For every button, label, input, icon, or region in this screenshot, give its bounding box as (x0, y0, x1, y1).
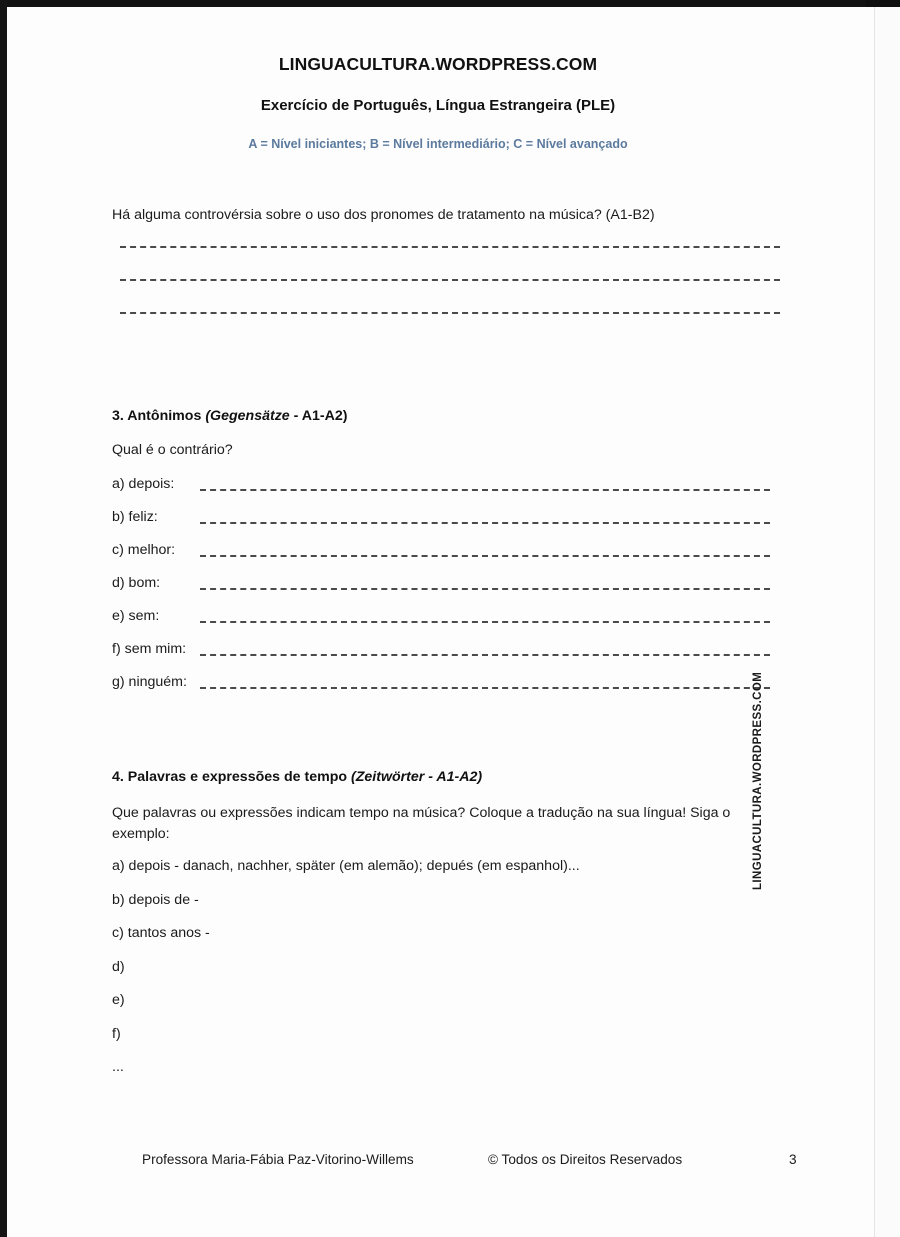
section-4-prompt: Que palavras ou expressões indicam tempo na música? Coloque a tradução na sua língua! Siga o exemplo: (112, 805, 731, 842)
section-4-number: 4. (112, 769, 124, 785)
antonym-label: b) feliz: (112, 509, 158, 525)
list-item[interactable]: b) depois de - (112, 891, 199, 908)
answer-line[interactable] (120, 279, 780, 281)
scan-edge-left (0, 0, 7, 1237)
section-4-translation: (Zeitwörter - A1-A2) (351, 769, 483, 785)
scan-edge-top (0, 0, 900, 7)
section-3-translation: (Gegensätze (205, 408, 290, 424)
list-item[interactable]: c) tantos anos - (112, 925, 210, 941)
paper-right-margin-strip (875, 7, 900, 1237)
antonym-label: e) sem: (112, 608, 160, 624)
antonym-label: a) depois: (112, 476, 175, 492)
answer-line[interactable] (200, 687, 770, 689)
list-item[interactable]: f) (112, 1025, 121, 1042)
answer-line[interactable] (120, 312, 780, 314)
section-3-list (112, 476, 782, 707)
antonym-label: d) bom: (112, 575, 161, 591)
section-4-title: Palavras e expressões de tempo (127, 769, 348, 785)
list-item (112, 674, 782, 707)
question-1-prompt: Há alguma controvérsia sobre o uso dos pronomes de tratamento na música? (A1-B2) (112, 207, 655, 223)
answer-line[interactable] (200, 522, 770, 524)
answer-line[interactable] (200, 588, 770, 590)
footer-author: Professora Maria-Fábia Paz-Vitorino-Willems (142, 1152, 414, 1167)
level-key-legend: A = Nível iniciantes; B = Nível intermediário; C = Nível avançado (248, 137, 628, 151)
list-item[interactable]: d) (112, 958, 125, 975)
answer-line[interactable] (200, 555, 770, 557)
section-3-heading (112, 408, 348, 424)
section-3-prompt: Qual é o contrário? (112, 442, 233, 458)
section-3-title: Antônimos (127, 408, 202, 424)
list-item: ... (112, 1059, 124, 1075)
answer-line[interactable] (120, 246, 780, 248)
list-item (112, 608, 782, 641)
section-4-heading (112, 769, 482, 785)
answer-line[interactable] (200, 489, 770, 491)
vertical-site-watermark: LINGUACULTURA.WORDPRESS.COM (752, 671, 764, 890)
antonym-label: g) ninguém: (112, 674, 187, 690)
answer-line[interactable] (200, 621, 770, 623)
list-item (112, 641, 782, 674)
list-item (112, 542, 782, 575)
list-item (112, 509, 782, 542)
antonym-label: c) melhor: (112, 542, 176, 558)
section-3-level: - A1-A2) (289, 408, 348, 424)
section-4-list (112, 858, 772, 1093)
list-item (112, 476, 782, 509)
list-item (112, 575, 782, 608)
site-masthead: LINGUACULTURA.WORDPRESS.COM (278, 54, 598, 74)
section-3-number: 3. (112, 408, 124, 424)
antonym-label: f) sem mim: (112, 641, 187, 657)
answer-line[interactable] (200, 654, 770, 656)
footer-copyright: © Todos os Direitos Reservados (488, 1152, 683, 1167)
footer-page-number: 3 (789, 1152, 797, 1167)
list-item[interactable]: a) depois - danach, nachher, später (em alemão); depués (em espanhol)... (112, 858, 580, 874)
exercise-title: Exercício de Português, Língua Estrangeira (PLE) (260, 97, 616, 114)
list-item[interactable]: e) (112, 992, 125, 1008)
question-1-answer-lines[interactable] (120, 246, 780, 314)
